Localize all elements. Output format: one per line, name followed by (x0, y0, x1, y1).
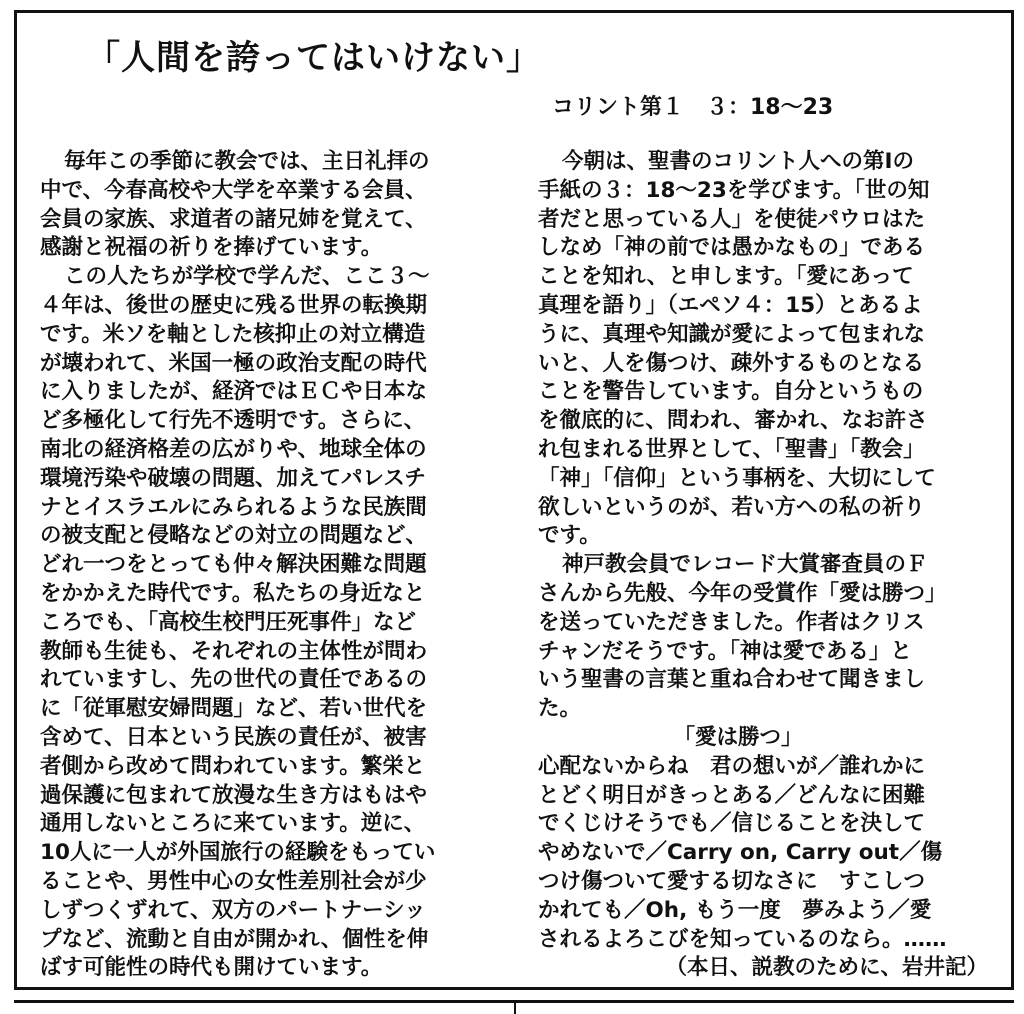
text-line: 真理を語り」（エペソ４：15）とあるよ (538, 292, 923, 318)
text-line: ることや、男性中心の女性差別社会が少 (40, 868, 427, 894)
text-line: ど多極化して行先不透明です。さらに、 (40, 408, 426, 434)
text-line: ４年は、後世の歴史に残る世界の転換期 (40, 292, 428, 318)
text-line: 心配ないからね 君の想いが／誰れかに (538, 753, 926, 779)
text-line: 「神」「信仰」という事柄を、大切にして (538, 465, 936, 491)
text-line: つけ傷ついて愛する切なさに すこしつ (538, 868, 926, 894)
text-line: チャンだそうです。「神は愛である」と (538, 638, 912, 664)
text-line: この人たちが学校で学んだ、ここ３～ (64, 264, 430, 290)
text-line: です。 (538, 523, 601, 549)
text-line: とどく明日がきっとある／どんなに困難 (538, 782, 926, 808)
text-line: 過保護に包まれて放漫な生き方はもはや (40, 782, 428, 808)
text-line: ことを警告しています。自分というもの (538, 379, 924, 405)
text-line: ばす可能性の時代も開けています。 (40, 955, 383, 981)
article-title: 「人間を誇ってはいけない」 (86, 38, 541, 78)
text-line: （本日、説教のために、岩井記） (665, 955, 988, 981)
text-line: 欲しいというのが、若い方への私の祈り (538, 494, 926, 520)
text-line: 「愛は勝つ」 (673, 724, 803, 750)
text-line: た。 (538, 696, 582, 722)
bottom-divider-tick (514, 1003, 516, 1014)
text-line: さんから先般、今年の受賞作「愛は勝つ」 (538, 580, 947, 606)
text-line: どれ一つをとっても仲々解決困難な問題 (40, 552, 427, 578)
text-line: の被支配と侵略などの対立の問題など、 (40, 523, 428, 549)
text-line: いう聖書の言葉と重ね合わせて聞きまし (538, 667, 926, 693)
text-line: 環境汚染や破壊の問題、加えてパレスチ (40, 465, 426, 491)
text-line: でくじけそうでも／信じることを決して (538, 811, 926, 837)
text-line: しずつくずれて、双方のパートナーシッ (40, 897, 426, 923)
text-line: を送っていただきました。作者はクリス (538, 609, 925, 635)
text-line: 手紙の３：18～23を学びます。「世の知 (538, 177, 930, 203)
text-line: 中で、今春高校や大学を卒業する会員、 (40, 177, 427, 203)
text-line: 含めて、日本という民族の責任が、被害 (40, 724, 427, 750)
text-line: が壊われて、米国一極の政治支配の時代 (40, 350, 427, 376)
text-line: いと、人を傷つけ、疎外するものとなる (538, 350, 925, 376)
text-line: 者だと思っている人」を使徒パウロはた (538, 206, 926, 232)
scripture-reference: コリント第１ ３：18～23 (552, 95, 834, 120)
text-line: 南北の経済格差の広がりや、地球全体の (40, 436, 427, 462)
text-line: 神戸教会員でレコード大賞審査員のＦ (562, 552, 928, 578)
text-line: 教師も生徒も、それぞれの主体性が問わ (40, 638, 428, 664)
text-line: ころでも、「高校生校門圧死事件」など (40, 609, 417, 635)
text-line: プなど、流動と自由が開かれ、個性を伸 (40, 926, 429, 952)
text-line: うに、真理や知識が愛によって包まれな (538, 321, 926, 347)
text-line: 感謝と祝福の祈りを捧げています。 (40, 235, 383, 261)
text-line: を徹底的に、問われ、審かれ、なお許さ (538, 408, 928, 434)
text-line: 会員の家族、求道者の諸兄姉を覚えて、 (40, 206, 427, 232)
text-line: れ包まれる世界として、「聖書」「教会」 (538, 436, 925, 462)
left-column (40, 148, 500, 983)
right-column (538, 148, 998, 983)
text-line: やめないで／Carry on, Carry out／傷 (538, 840, 943, 866)
text-line: をかかえた時代です。私たちの身近なと (40, 580, 426, 606)
text-line: しなめ「神の前では愚かなもの」である (538, 235, 926, 261)
text-line: 毎年この季節に教会では、主日礼拝の (64, 149, 430, 174)
text-line: に「従軍慰安婦問題」など、若い世代を (40, 696, 428, 722)
text-line: されるよろこびを知っているのなら。…… (538, 926, 947, 952)
text-line: です。米ソを軸とした核抑止の対立構造 (40, 321, 426, 347)
text-line: に入りましたが、経済ではＥＣや日本な (40, 379, 428, 405)
text-line: かれても／Oh, もう一度 夢みよう／愛 (538, 897, 932, 923)
text-line: れていますし、先の世代の責任であるの (40, 667, 428, 693)
text-line: 今朝は、聖書のコリント人への第Ⅰの (562, 149, 915, 174)
text-line: 者側から改めて問われています。繁栄と (40, 753, 426, 779)
text-line: 通用しないところに来ています。逆に、 (40, 811, 426, 837)
text-line: ことを知れ、と申します。「愛にあって (538, 264, 914, 290)
text-line: ナとイスラエルにみられるような民族間 (40, 494, 427, 520)
text-line: 10人に一人が外国旅行の経験をもってい (40, 840, 436, 866)
